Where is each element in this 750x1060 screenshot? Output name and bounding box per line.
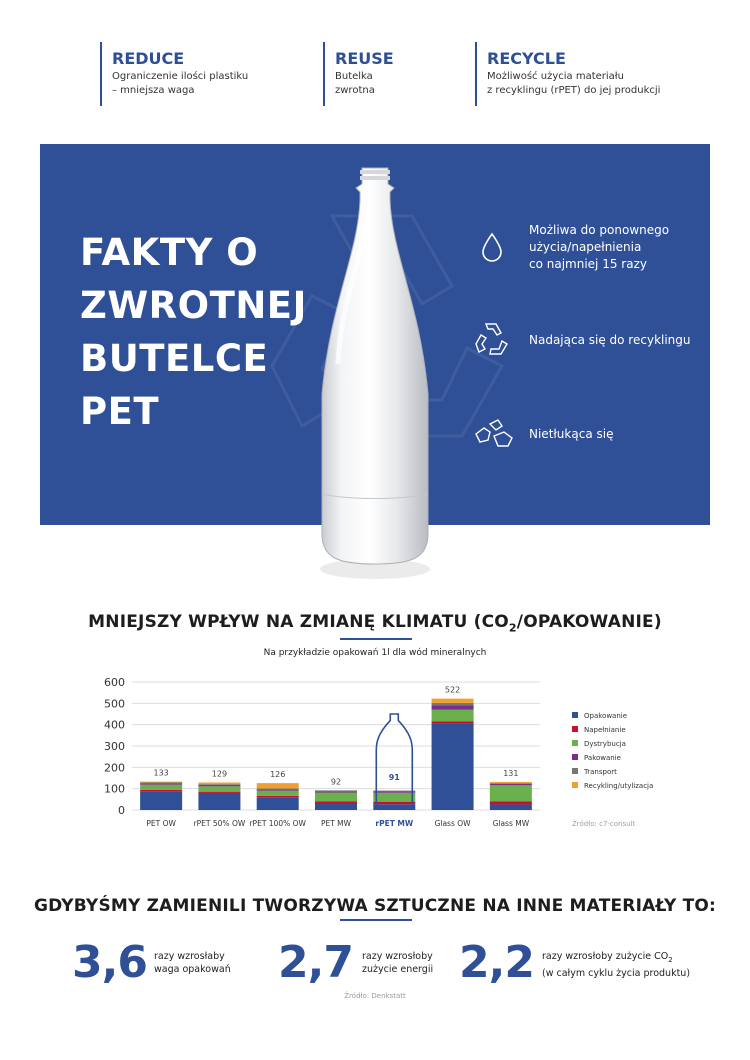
co2-bar-chart (0, 670, 750, 850)
y-tick-label: 600 (104, 676, 125, 689)
bar-total-label: 522 (444, 685, 461, 695)
stat-weight-text (154, 950, 231, 976)
reuse-line-2: zwrotna (335, 85, 375, 96)
x-category-label: rPET 50% OW (193, 819, 246, 828)
fact-recyclable (529, 332, 691, 349)
bar-segment (432, 705, 474, 709)
stat-energy-text (362, 950, 433, 976)
bar-segment (257, 791, 299, 796)
shards-icon (472, 418, 516, 448)
chart-title-sub: 2 (508, 621, 517, 635)
bar-total-label: 129 (211, 769, 228, 779)
bar-segment (373, 802, 415, 805)
legend-swatch (572, 740, 578, 746)
legend-swatch (572, 726, 578, 732)
recycle-icon (472, 320, 512, 358)
bar-segment (198, 793, 240, 810)
bar-segment (140, 785, 182, 790)
reduce-heading: REDUCE (112, 49, 185, 68)
stat-co2-line-1 (542, 950, 690, 967)
x-category-label: rPET MW (375, 819, 414, 828)
chart-title-part1: MNIEJSZY WPŁYW NA ZMIANĘ KLIMATU (CO (88, 612, 509, 632)
x-category-label: Glass OW (434, 819, 471, 828)
legend-label: Recykling/utylizacja (584, 782, 654, 790)
stat-co2-text (542, 950, 690, 980)
bar-total-label: 91 (388, 773, 400, 783)
stat-co2-line-1-sub: 2 (668, 955, 673, 964)
stat-co2-line-1-text: razy wzrosłoby zużycie CO (542, 951, 669, 962)
stat-co2-line-2: (w całym cyklu życia produktu) (542, 967, 691, 979)
banner-title-line-4: PET (80, 390, 160, 433)
recycle-line-2: z recyklingu (rPET) do jej produkcji (487, 85, 661, 96)
bar-segment (490, 801, 532, 804)
bar-segment (373, 791, 415, 792)
bar-segment (373, 791, 415, 792)
bar-segment (490, 782, 532, 783)
bar-segment (432, 699, 474, 703)
stat-weight-line-1: razy wzrosłaby (154, 951, 225, 962)
water-drop-icon (480, 232, 504, 262)
chart-title-part2: /OPAKOWANIE) (516, 612, 662, 632)
bar-segment (198, 782, 240, 784)
bar-segment (257, 783, 299, 788)
legend-label: Transport (584, 768, 617, 776)
bar-segment (257, 788, 299, 789)
chart-title-rule (340, 638, 412, 640)
stat-co2-value: 2,2 (459, 937, 534, 988)
bar-segment (315, 790, 357, 791)
stat-energy-value: 2,7 (278, 937, 353, 988)
bar-segment (198, 792, 240, 793)
legend-swatch (572, 768, 578, 774)
recycle-block (475, 42, 707, 106)
bar-segment (432, 721, 474, 723)
fact-reusable-line-3: co najmniej 15 razy (529, 257, 647, 271)
bar-segment (490, 804, 532, 810)
bottom-title-rule (340, 919, 412, 921)
bar-segment (490, 784, 532, 785)
banner-title (80, 226, 307, 438)
bar-segment (432, 703, 474, 706)
chart-source: Źródło: c7-consult (572, 820, 636, 828)
stat-energy-line-2: zużycie energii (362, 964, 434, 975)
bar-segment (140, 791, 182, 810)
bar-segment (140, 782, 182, 783)
fact-reusable (529, 222, 669, 273)
reuse-block (323, 42, 445, 106)
pet-bottle-image (310, 164, 440, 584)
bar-segment (432, 710, 474, 722)
stat-weight-value: 3,6 (72, 937, 147, 988)
bar-segment (257, 789, 299, 790)
bar-segment (432, 724, 474, 810)
bar-segment (315, 791, 357, 792)
banner-title-line-3: BUTELCE (80, 337, 269, 380)
recycle-heading: RECYCLE (487, 49, 566, 68)
y-tick-label: 200 (104, 761, 125, 775)
reduce-block (100, 42, 292, 106)
bar-segment (315, 804, 357, 810)
bar-segment (315, 793, 357, 802)
fact-unbreakable (529, 426, 613, 443)
chart-section-title (0, 612, 750, 634)
legend-label: Opakowanie (584, 712, 628, 720)
x-category-label: Glass MW (492, 819, 530, 828)
legend-label: Napełnianie (584, 726, 626, 734)
bar-segment (198, 785, 240, 786)
bar-segment (198, 786, 240, 791)
bar-segment (198, 784, 240, 785)
legend-swatch (572, 782, 578, 788)
x-category-label: PET MW (320, 819, 352, 828)
bar-segment (140, 783, 182, 784)
bar-total-label: 92 (330, 777, 342, 787)
bottom-source: Źródło: Denkstatt (344, 992, 406, 1000)
banner-title-line-2: ZWROTNEJ (80, 284, 307, 327)
y-tick-label: 100 (104, 782, 125, 796)
legend-swatch (572, 754, 578, 760)
stat-weight-line-2: waga opakowań (154, 964, 231, 975)
recycle-line-1: Możliwość użycia materiału (487, 71, 624, 82)
bar-segment (315, 801, 357, 804)
bar-segment (490, 783, 532, 784)
banner-title-line-1: FAKTY O (80, 231, 259, 274)
reuse-heading: REUSE (335, 49, 394, 68)
y-tick-label: 500 (104, 697, 125, 711)
reduce-line-2: – mniejsza waga (112, 85, 195, 96)
bar-segment (490, 785, 532, 801)
y-tick-label: 0 (118, 804, 125, 817)
chart-subtitle: Na przykładzie opakowań 1l dla wód mineralnych (263, 648, 487, 658)
reduce-line-1: Ograniczenie ilości plastiku (112, 71, 249, 82)
fact-recyclable-line-1: Nadająca się do recyklingu (529, 333, 691, 347)
y-tick-label: 400 (104, 718, 125, 732)
fact-reusable-line-1: Możliwa do ponownego (529, 223, 670, 237)
legend-label: Pakowanie (584, 754, 621, 762)
bar-segment (140, 790, 182, 791)
bar-total-label: 126 (270, 770, 286, 780)
legend-swatch (572, 712, 578, 718)
fact-unbreakable-line-1: Nietłukąca się (529, 427, 614, 441)
bar-total-label: 133 (153, 768, 169, 778)
bar-total-label: 131 (503, 769, 519, 779)
stat-energy-line-1: razy wzrosłoby (362, 951, 433, 962)
x-category-label: PET OW (146, 819, 176, 828)
bar-segment (257, 797, 299, 810)
reuse-line-1: Butelka (335, 71, 373, 82)
bar-segment (373, 793, 415, 802)
x-category-label: rPET 100% OW (249, 819, 306, 828)
bottom-section-title: GDYBYŚMY ZAMIENILI TWORZYWA SZTUCZNE NA INNE MATERIAŁY TO: (33, 896, 717, 916)
fact-reusable-line-2: użycia/napełnienia (529, 240, 642, 254)
y-tick-label: 300 (104, 740, 125, 753)
bar-segment (140, 782, 182, 783)
legend-label: Dystrybucja (584, 740, 626, 748)
bar-segment (257, 796, 299, 797)
